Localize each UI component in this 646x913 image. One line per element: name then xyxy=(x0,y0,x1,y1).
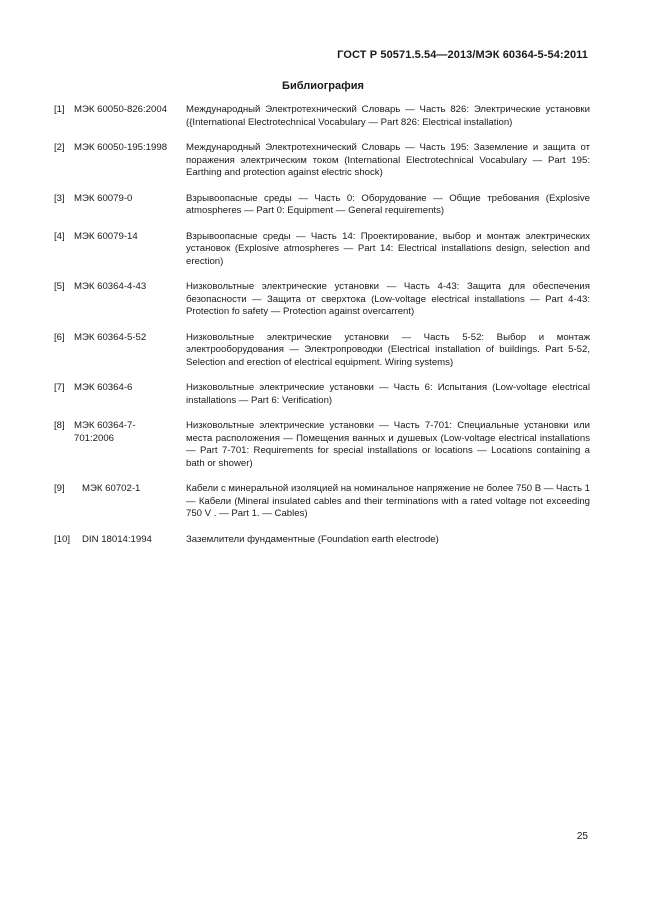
reference-text: Низковольтные электрические установки — Часть 4-43: Защита для обеспечения безопасности — Защита от сверхтока (Low-voltage electrical installations — Part 4-43: Protection fo safety — Protection against overcarrent) xyxy=(186,281,590,317)
reference-code: МЭК 60050-195:1998 xyxy=(74,142,168,153)
reference-text: Взрывоопасные среды — Часть 0: Оборудование — Общие требования (Explosive atmospheres — Part 0: Equipment — General requirements) xyxy=(186,192,590,216)
reference-number: [5] xyxy=(54,281,65,292)
reference-number: [2] xyxy=(54,142,65,153)
reference-number: [4] xyxy=(54,230,65,242)
reference-list xyxy=(54,104,590,559)
reference-text: Международный Электротехнический Словарь — Часть 195: Заземление и защита от поражения электрическим током (International Electrotechnical Vocabulary — Part 195: Earthing and protection against electric shock) xyxy=(186,142,590,178)
reference-code: МЭК 60364-7- 701:2006 xyxy=(74,420,136,444)
reference-code: МЭК 60079-0 xyxy=(74,192,133,204)
reference-item-5 xyxy=(54,281,590,319)
reference-text: Кабели с минеральной изоляцией на номинальное напряжение не более 750 В — Часть 1 — Кабели (Mineral insulated cables and their terminations with a rated voltage not exceeding 750 V . — Part 1. — Cables) xyxy=(186,483,590,519)
reference-item-10 xyxy=(54,534,590,547)
reference-text: Взрывоопасные среды — Часть 14: Проектирование, выбор и монтаж электрических установок (Explosive atmospheres — Part 14: Electrical installations design, selection and erection) xyxy=(186,230,590,267)
reference-text: Низковольтные электрические установки — Часть 5-52: Выбор и монтаж электрооборудования — Электропроводки (Electrical installation of buildings. Part 5-52, Selection and erection of electrical equipment. Wiring systems) xyxy=(186,331,590,368)
reference-code: МЭК 60050-826:2004 xyxy=(74,104,168,115)
reference-item-2 xyxy=(54,142,590,180)
bibliography-title: Библиография xyxy=(282,80,364,92)
reference-text: Низковольтные электрические установки — Часть 7-701: Специальные установки или места расположения — Помещения ванных и душевых (Low-voltage electrical installations — Part 7-701: Requirements for special installations or locations — Locations containing a bath or shower) xyxy=(186,420,590,469)
reference-text: Международный Электротехнический Словарь — Часть 826: Электрические установки ({International Electrotechnical Vocabulary — Part 826: Electrical installation) xyxy=(186,104,590,128)
standard-header: ГОСТ Р 50571.5.54—2013/МЭК 60364-5-54:2011 xyxy=(337,49,588,61)
reference-item-7 xyxy=(54,382,590,407)
reference-item-4 xyxy=(54,231,590,269)
reference-item-3 xyxy=(54,193,590,218)
reference-number: [9] xyxy=(54,483,65,494)
reference-item-1 xyxy=(54,104,590,129)
reference-code: МЭК 60702-1 xyxy=(82,483,141,494)
reference-number: [7] xyxy=(54,382,65,393)
reference-number: [8] xyxy=(54,420,65,431)
reference-code: МЭК 60364-5-52 xyxy=(74,331,147,343)
reference-text: Заземлители фундаментные (Foundation earth electrode) xyxy=(186,533,439,545)
reference-text: Низковольтные электрические установки — Часть 6: Испытания (Low-voltage electrical installations — Part 6: Verification) xyxy=(186,382,590,406)
reference-item-9 xyxy=(54,483,590,521)
reference-code: МЭК 60364-6 xyxy=(74,382,133,393)
reference-number: [1] xyxy=(54,104,65,115)
page-number: 25 xyxy=(576,831,588,842)
reference-number: [3] xyxy=(54,192,65,204)
reference-item-6 xyxy=(54,332,590,370)
reference-number: [6] xyxy=(54,331,65,343)
reference-item-8 xyxy=(54,420,590,470)
reference-number: [10] xyxy=(54,533,71,545)
reference-code: МЭК 60364-4-43 xyxy=(74,281,147,292)
reference-code: DIN 18014:1994 xyxy=(82,533,152,545)
reference-code: МЭК 60079-14 xyxy=(74,230,138,242)
